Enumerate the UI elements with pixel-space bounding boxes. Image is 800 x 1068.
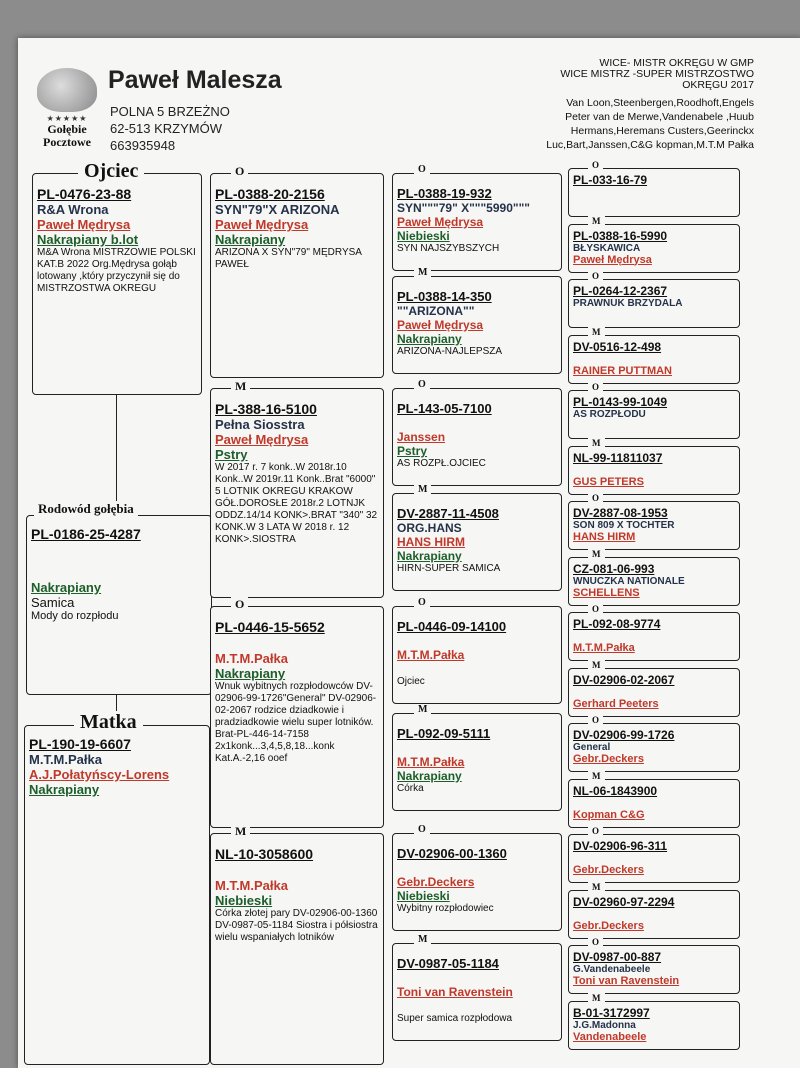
strain-line: Peter van de Merwe,Vandenabele ,Huub	[565, 111, 754, 123]
o-label: O	[414, 379, 430, 390]
pigeon-name: Pełna Siosstra	[215, 417, 305, 432]
ring: PL-033-16-79	[573, 173, 648, 187]
mother-box	[24, 725, 210, 1065]
m-label: M	[588, 771, 605, 781]
m-label: M	[588, 549, 605, 559]
o-label: O	[414, 597, 430, 608]
color: Pstry	[215, 447, 248, 462]
logo-text-1: Gołębie	[47, 122, 87, 136]
pigeon-name	[573, 909, 735, 920]
mother-label: Matka	[74, 711, 143, 734]
great-great-grandparent-box	[568, 612, 740, 661]
logo	[32, 68, 102, 149]
o-label: O	[588, 160, 603, 170]
ring: PL-092-09-5111	[397, 726, 491, 741]
breeder: M.T.M.Pałka	[573, 642, 635, 654]
grandsire-paternal-box	[210, 173, 384, 378]
o-label: O	[588, 937, 603, 947]
father-name: R&A Wrona	[37, 202, 109, 217]
father-box	[32, 173, 202, 395]
strain-line: Luc,Bart,Janssen,C&G kopman,M.T.M Pałka	[546, 139, 754, 151]
great-great-grandparent-box	[568, 945, 740, 994]
pigeon-ring: PL-0186-25-4287	[31, 526, 141, 542]
notes: ARIZONA X SYN"79" MĘDRYSA PAWEŁ	[215, 247, 362, 270]
breeder: Toni van Ravenstein	[573, 975, 680, 987]
great-grandparent-box	[392, 173, 562, 271]
breeder: HANS HIRM	[397, 535, 465, 549]
color: Niebieski	[397, 889, 450, 903]
pigeon-note: Mody do rozpłodu	[31, 610, 119, 622]
pigeon-name	[573, 798, 735, 809]
father-ring: PL-0476-23-88	[37, 186, 132, 202]
ring: DV-02960-97-2294	[573, 894, 675, 909]
father-label: Ojciec	[78, 160, 144, 183]
pigeon-name	[397, 971, 557, 985]
m-label: M	[231, 379, 250, 394]
o-label: O	[588, 604, 603, 614]
notes: SYN NAJSZYBSZYCH	[397, 243, 500, 254]
pigeon-name: General	[573, 742, 611, 753]
m-label: M	[414, 704, 431, 715]
great-great-grandparent-box	[568, 723, 740, 772]
connector	[116, 395, 117, 515]
color: Nakrapiany	[215, 232, 286, 247]
pigeon-logo-icon	[37, 68, 97, 112]
great-great-grandparent-box	[568, 668, 740, 717]
breeder: Paweł Mędrysa	[215, 217, 309, 232]
address-line-1: POLNA 5 BRZEŻNO	[110, 104, 230, 119]
breeder: M.T.M.Pałka	[215, 878, 288, 893]
stars-icon: ★★★★★	[46, 114, 88, 123]
ring: PL-092-08-9774	[573, 617, 661, 631]
breeder: Paweł Mędrysa	[397, 318, 484, 332]
o-label: O	[231, 597, 248, 612]
ring: NL-10-3058600	[215, 846, 314, 862]
ring: PL-0446-09-14100	[397, 619, 507, 634]
ring: DV-2887-08-1953	[573, 506, 668, 520]
breeder: GUS PETERS	[573, 475, 644, 488]
pigeon-name	[573, 631, 735, 642]
breeder: Gerhard Peeters	[573, 697, 659, 710]
pigeon-box	[26, 515, 212, 695]
mother-breeder: A.J.Połatyńscy-Lorens	[29, 767, 170, 782]
strain-line: Van Loon,Steenbergen,Roodhoft,Engels	[566, 97, 754, 109]
ring: PL-0264-12-2367	[573, 284, 668, 298]
m-label: M	[588, 660, 605, 670]
color: Nakrapiany	[215, 666, 286, 681]
pigeon-name: ORG.HANS	[397, 521, 462, 535]
titles	[560, 58, 754, 91]
breeder: Kopman C&G	[573, 808, 645, 821]
ring: DV-0987-00-887	[573, 950, 662, 964]
ring: DV-02906-00-1360	[397, 846, 507, 861]
pigeon-name: J.G.Madonna	[573, 1019, 636, 1031]
great-great-grandparent-box	[568, 1001, 740, 1050]
pigeon-name	[397, 634, 557, 648]
father-color: Nakrapiany b.lot	[37, 232, 139, 247]
breeder: HANS HIRM	[573, 531, 636, 543]
ring: DV-02906-02-2067	[573, 672, 675, 687]
color: Nakrapiany	[397, 332, 462, 346]
great-great-grandparent-box	[568, 501, 740, 550]
mother-color: Nakrapiany	[29, 782, 100, 797]
great-grandparent-box	[392, 276, 562, 374]
ring: DV-02906-96-311	[573, 839, 668, 853]
great-grandparent-box	[392, 833, 562, 931]
logo-text-2: Pocztowe	[43, 135, 91, 149]
notes: HIRN-SUPER SAMICA	[397, 563, 501, 574]
pigeon-name	[573, 354, 735, 365]
pigeon-name: BŁYSKAWICA	[573, 242, 641, 254]
pigeon-name: ""ARIZONA""	[397, 304, 475, 318]
great-great-grandparent-box	[568, 168, 740, 217]
m-label: M	[588, 882, 605, 892]
ring: NL-99-11811037	[573, 450, 663, 465]
notes: W 2017 r. 7 konk..W 2018r.10 Konk..W 2019r.11 Konk..Brat "6000" 5 LOTNIK OKREGU KRAKOW GÓŁ.DOROSŁE 2018r.2 LOTNJK ODDZ.14/14 KONK>.BRAT "340" 32 KONK.W 3 LATA W 2018 r. 12 KONK>.SIOSTRA	[215, 462, 378, 545]
great-great-grandparent-box	[568, 446, 740, 495]
o-label: O	[588, 715, 603, 725]
o-label: O	[588, 826, 603, 836]
ring: PL-388-16-5100	[215, 401, 317, 417]
ring: NL-06-1843900	[573, 783, 658, 798]
breeder: Gebr.Deckers	[573, 753, 644, 765]
breeder: Vandenabeele	[573, 1030, 647, 1043]
ring: DV-02906-99-1726	[573, 728, 675, 742]
ring: DV-0516-12-498	[573, 339, 662, 354]
notes: Córka	[397, 783, 424, 794]
pigeon-color: Nakrapiany	[31, 580, 102, 595]
m-label: M	[231, 824, 250, 839]
strain-line: Hermans,Heremans Custers,Geerinckx	[570, 125, 754, 137]
pigeon-name: AS ROZPŁODU	[573, 409, 646, 420]
notes: Wnuk wybitnych rozpłodowców DV-02906-99-1726"General" DV-02906-02-2067 rodzice dziadkowie i pradziadkowie wielu super lotników. Brat-PL-446-14-7158 2x1konk...3,4,5,8,18...konk Kat.A.-2,16 ooef	[215, 681, 377, 764]
breeder: M.T.M.Pałka	[397, 648, 465, 662]
notes: Córka złotej pary DV-02906-00-1360 DV-0987-05-1184 Siostra i półsiostra wielu wspaniałych lotników	[215, 908, 378, 943]
notes: AS ROZPŁ.OJCIEC	[397, 458, 486, 469]
great-grandparent-box	[392, 388, 562, 486]
ring: PL-0388-19-932	[397, 186, 492, 201]
color: Nakrapiany	[397, 549, 462, 563]
great-grandparent-box	[392, 943, 562, 1041]
m-label: M	[588, 993, 605, 1003]
ring: CZ-081-06-993	[573, 561, 655, 576]
address-line-2: 62-513 KRZYMÓW	[110, 121, 222, 136]
pigeon-name: WNUCZKA NATIONALE	[573, 575, 685, 587]
m-label: M	[588, 327, 605, 337]
breeder: Gebr.Deckers	[397, 875, 475, 889]
great-grandparent-box	[392, 713, 562, 811]
great-grandparent-box	[392, 606, 562, 704]
o-label: O	[414, 164, 430, 175]
ring: PL-143-05-7100	[397, 401, 492, 416]
ring: PL-0388-14-350	[397, 289, 492, 304]
pigeon-name: G.Vandenabeele	[573, 964, 651, 975]
pedigree-sheet	[18, 38, 800, 1068]
ring: DV-0987-05-1184	[397, 956, 499, 971]
granddam-paternal-box	[210, 388, 384, 598]
m-label: M	[414, 267, 431, 278]
ring: PL-0446-15-5652	[215, 619, 325, 635]
ring: B-01-3172997	[573, 1005, 650, 1020]
ring: DV-2887-11-4508	[397, 506, 499, 521]
mother-ring: PL-190-19-6607	[29, 736, 131, 752]
breeder: Gebr.Deckers	[573, 919, 644, 932]
pigeon-name	[397, 741, 557, 755]
great-great-grandparent-box	[568, 335, 740, 384]
title-line: WICE MISTRZ -SUPER MISTRZOSTWO	[560, 68, 754, 80]
breeder: M.T.M.Pałka	[397, 755, 465, 769]
granddam-maternal-box	[210, 833, 384, 1065]
breeder: Janssen	[397, 430, 446, 444]
grandsire-maternal-box	[210, 606, 384, 828]
pigeon-name	[573, 687, 735, 698]
pigeon-name: SON 809 X TOCHTER	[573, 520, 675, 531]
breeder: Paweł Mędrysa	[215, 432, 309, 447]
pigeon-name	[397, 416, 557, 430]
breeder: Gebr.Deckers	[573, 864, 644, 876]
great-great-grandparent-box	[568, 779, 740, 828]
great-great-grandparent-box	[568, 557, 740, 606]
great-grandparent-box	[392, 493, 562, 591]
breeder: M.T.M.Pałka	[215, 651, 288, 666]
o-label: O	[588, 271, 603, 281]
ring: PL-0388-16-5990	[573, 228, 668, 243]
great-great-grandparent-box	[568, 834, 740, 883]
breeder-name: Paweł Malesza	[108, 66, 282, 94]
o-label: O	[414, 824, 430, 835]
great-great-grandparent-box	[568, 224, 740, 273]
notes: Wybitny rozpłodowiec	[397, 903, 494, 914]
pigeon-name	[573, 853, 735, 864]
notes: Ojciec	[397, 676, 425, 687]
pigeon-name	[573, 187, 735, 198]
o-label: O	[588, 493, 603, 503]
pigeon-name	[573, 465, 735, 476]
m-label: M	[414, 484, 431, 495]
o-label: O	[231, 164, 248, 179]
color: Nakrapiany	[397, 769, 462, 783]
breeder: Paweł Mędrysa	[397, 215, 484, 229]
color: Niebieski	[397, 229, 450, 243]
great-great-grandparent-box	[568, 390, 740, 439]
great-great-grandparent-box	[568, 890, 740, 939]
m-label: M	[588, 216, 605, 226]
breeder: Paweł Mędrysa	[573, 253, 652, 266]
breeder: Toni van Ravenstein	[397, 985, 513, 999]
pigeon-name: SYN"""79" X"""5990"""	[397, 201, 530, 215]
color	[397, 662, 557, 676]
phone: 663935948	[110, 138, 176, 153]
color	[397, 999, 557, 1013]
pedigree-label: Rodowód gołębia	[34, 501, 138, 517]
pigeon-name: PRAWNUK BRZYDALA	[573, 298, 683, 309]
pigeon-sex: Samica	[31, 595, 75, 610]
pigeon-name: SYN"79"X ARIZONA	[215, 202, 340, 217]
breeder: RAINER PUTTMAN	[573, 364, 672, 377]
breeder: SCHELLENS	[573, 586, 640, 599]
father-notes: M&A Wrona MISTRZOWIE POLSKI KAT.B 2022 Org.Mędrysa gołąb lotowany ,który przyczynił się do MISTRZOSTWA OKREGU	[37, 247, 196, 294]
mother-name: M.T.M.Pałka	[29, 752, 102, 767]
pigeon-name	[397, 861, 557, 875]
father-breeder: Paweł Mędrysa	[37, 217, 131, 232]
ring: PL-0143-99-1049	[573, 395, 668, 409]
ring: PL-0388-20-2156	[215, 186, 325, 202]
o-label: O	[588, 382, 603, 392]
title-line: OKRĘGU 2017	[682, 79, 754, 91]
title-line: WICE- MISTR OKRĘGU W GMP	[599, 57, 754, 69]
strains	[546, 96, 754, 152]
color: Pstry	[397, 444, 428, 458]
notes: Super samica rozpłodowa	[397, 1013, 513, 1024]
m-label: M	[414, 934, 431, 945]
color: Niebieski	[215, 893, 273, 908]
great-great-grandparent-box	[568, 279, 740, 328]
notes: ARIZONA-NAJLEPSZA	[397, 346, 503, 357]
m-label: M	[588, 438, 605, 448]
